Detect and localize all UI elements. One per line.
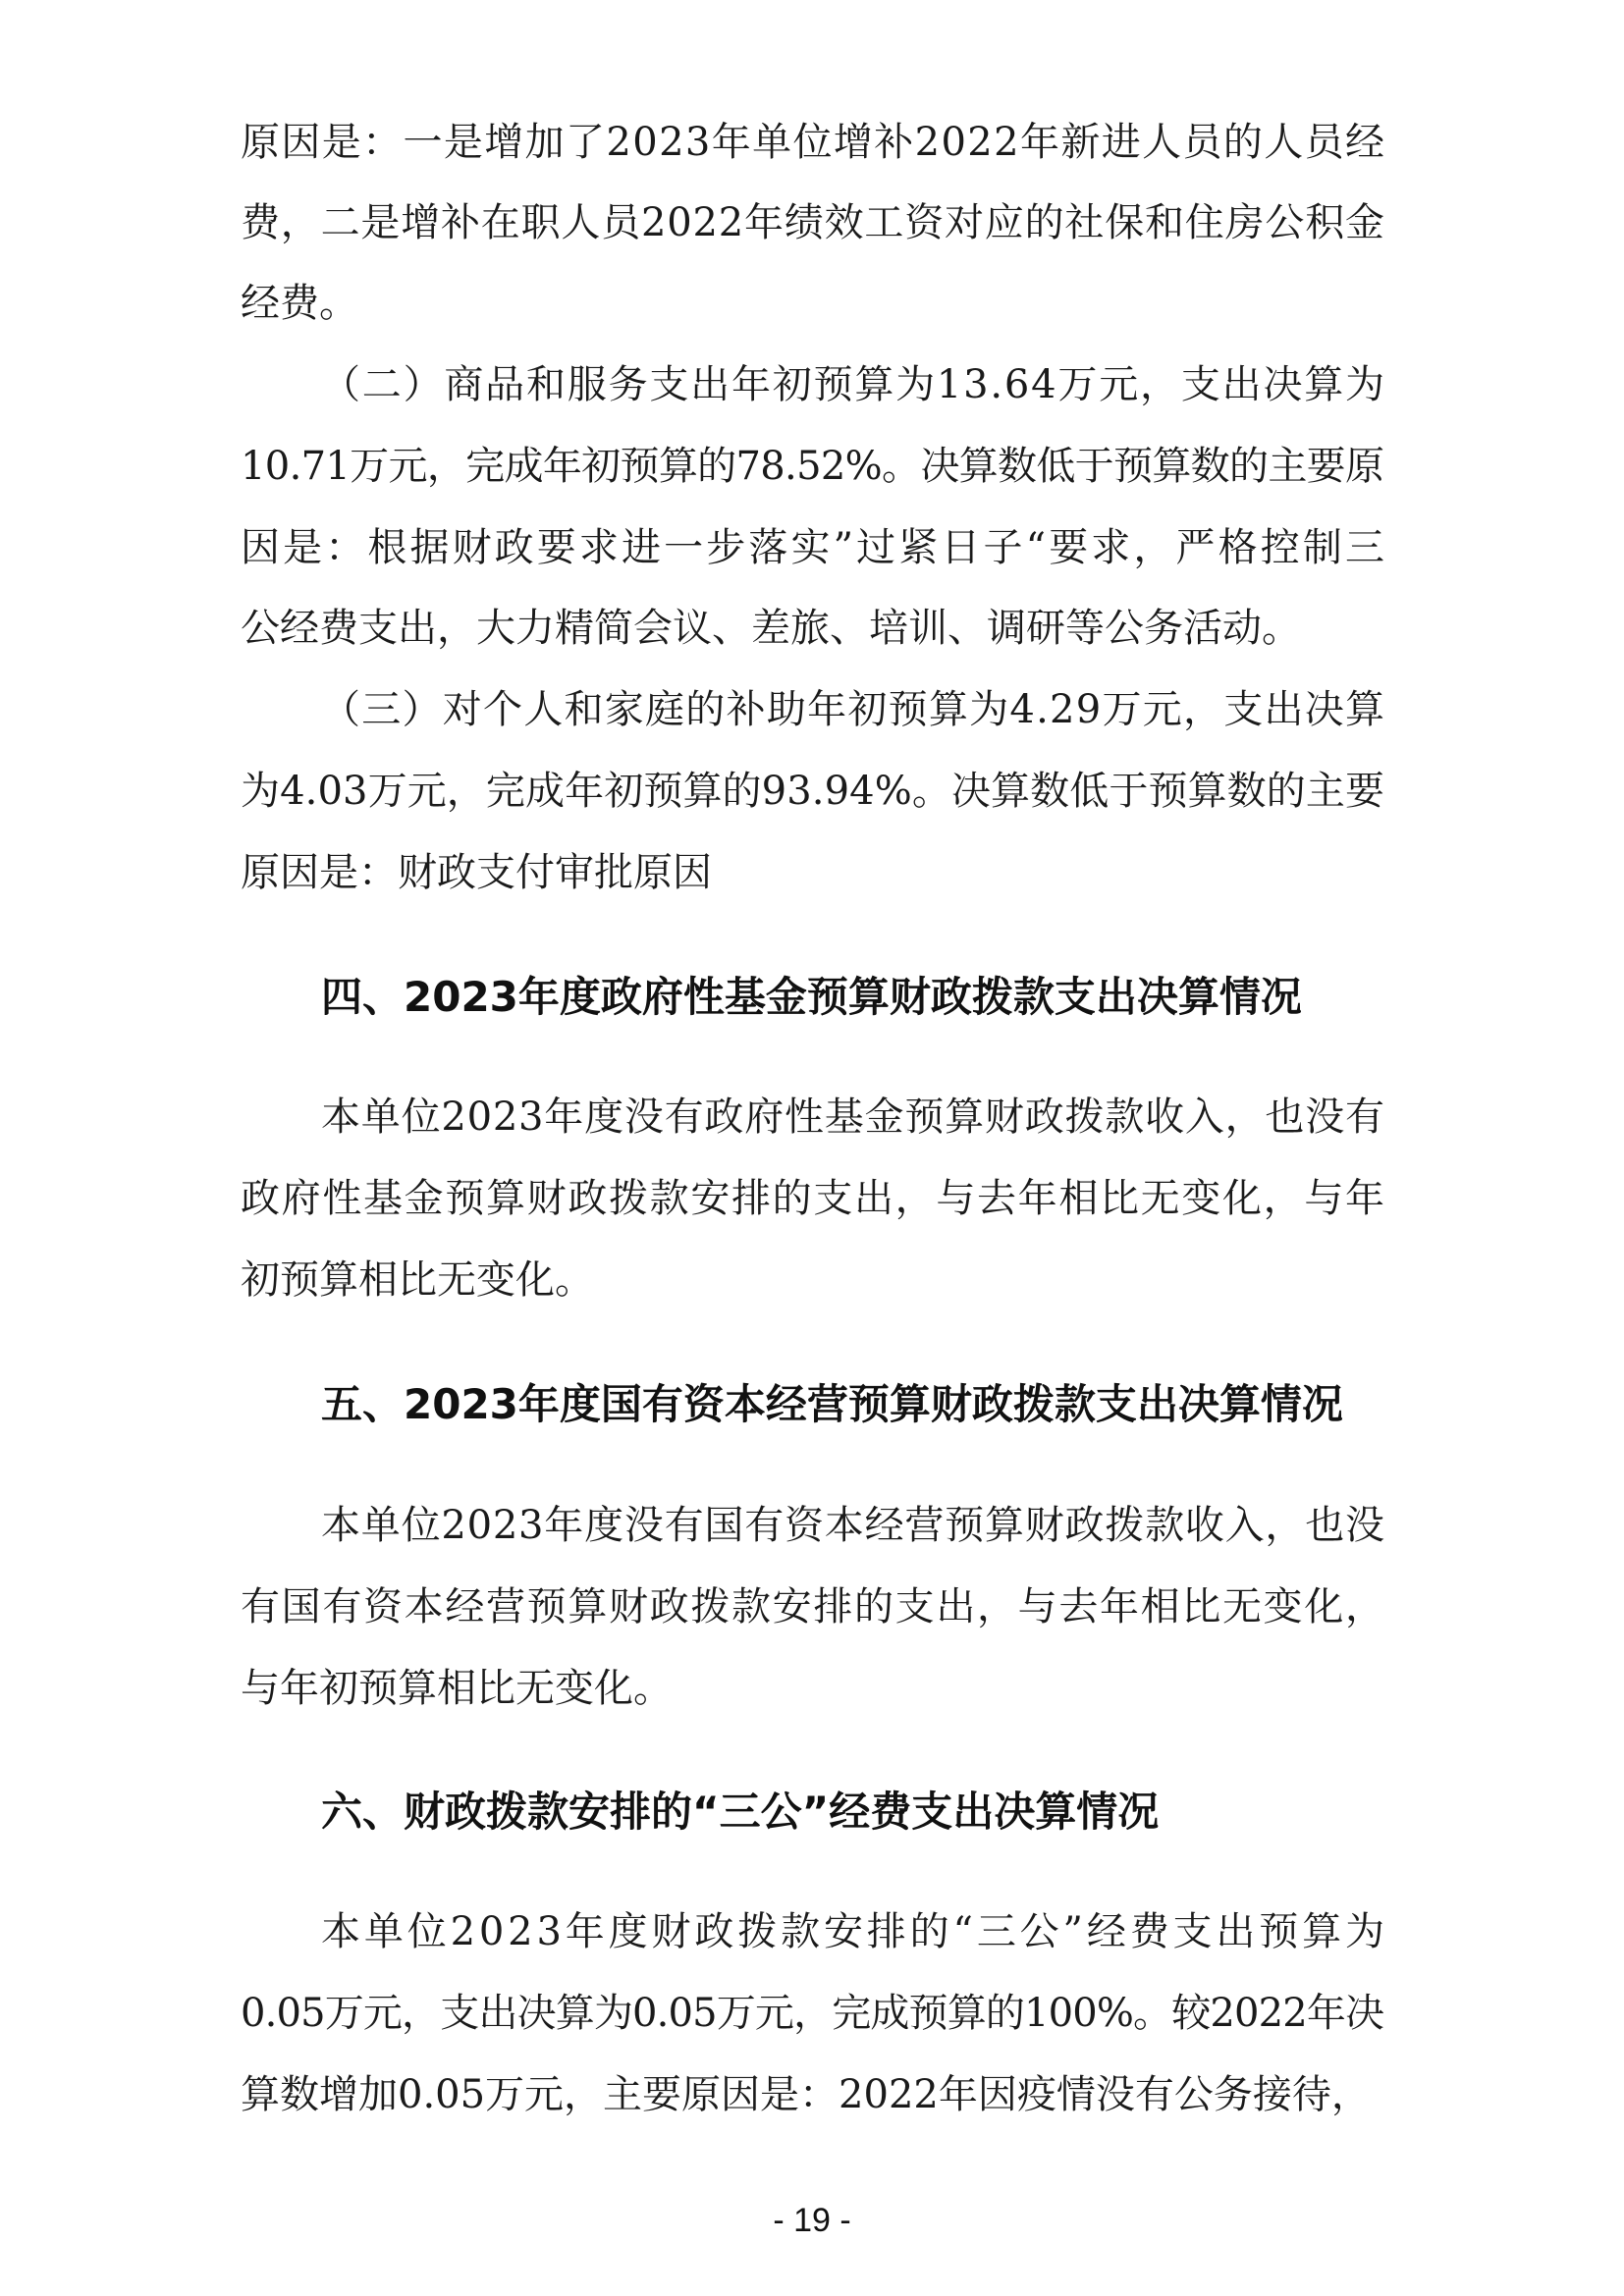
page-number: - 19 - xyxy=(773,2202,851,2239)
paragraph-3-line-1: （三）对个人和家庭的补助年初预算为4.29万元，支出决算 xyxy=(321,687,1386,732)
section-4-line-1: 本单位2023年度没有政府性基金预算财政拨款收入，也没有 xyxy=(321,1095,1385,1140)
section-4-heading: 四、2023年度政府性基金预算财政拨款支出决算情况 xyxy=(321,973,1302,1021)
paragraph-3-line-3: 原因是：财政支付审批原因 xyxy=(241,850,712,895)
section-5-heading: 五、2023年度国有资本经营预算财政拨款支出决算情况 xyxy=(321,1380,1343,1428)
section-6-line-1: 本单位2023年度财政拨款安排的“三公”经费支出预算为 xyxy=(321,1909,1388,1954)
section-5-line-2: 有国有资本经营预算财政拨款安排的支出，与去年相比无变化， xyxy=(241,1584,1386,1629)
paragraph-1-line-2: 费，二是增补在职人员2022年绩效工资对应的社保和住房公积金 xyxy=(241,200,1385,245)
section-6-line-2: 0.05万元，支出决算为0.05万元，完成预算的100%。较2022年决 xyxy=(241,1991,1384,2036)
paragraph-2-line-2: 10.71万元，完成年初预算的78.52%。决算数低于预算数的主要原 xyxy=(241,444,1384,489)
section-5-line-1: 本单位2023年度没有国有资本经营预算财政拨款收入，也没 xyxy=(321,1503,1385,1548)
paragraph-2-line-3: 因是：根据财政要求进一步落实”过紧日子“要求，严格控制三 xyxy=(241,525,1388,570)
section-4-line-3: 初预算相比无变化。 xyxy=(241,1257,594,1303)
paragraph-2-line-1: （二）商品和服务支出年初预算为13.64万元，支出决算为 xyxy=(321,362,1386,407)
section-6-line-3: 算数增加0.05万元，主要原因是：2022年因疫情没有公务接待， xyxy=(241,2072,1371,2117)
section-6-heading: 六、财政拨款安排的“三公”经费支出决算情况 xyxy=(321,1788,1160,1836)
paragraph-3-line-2: 为4.03万元，完成年初预算的93.94%。决算数低于预算数的主要 xyxy=(241,769,1385,814)
paragraph-2-line-4: 公经费支出，大力精简会议、差旅、培训、调研等公务活动。 xyxy=(241,606,1301,651)
section-4-line-2: 政府性基金预算财政拨款安排的支出，与去年相比无变化，与年 xyxy=(241,1176,1386,1221)
paragraph-1-line-1: 原因是：一是增加了2023年单位增补2022年新进人员的人员经 xyxy=(241,120,1386,165)
paragraph-1-line-3: 经费。 xyxy=(241,281,358,326)
section-5-line-3: 与年初预算相比无变化。 xyxy=(241,1666,673,1711)
